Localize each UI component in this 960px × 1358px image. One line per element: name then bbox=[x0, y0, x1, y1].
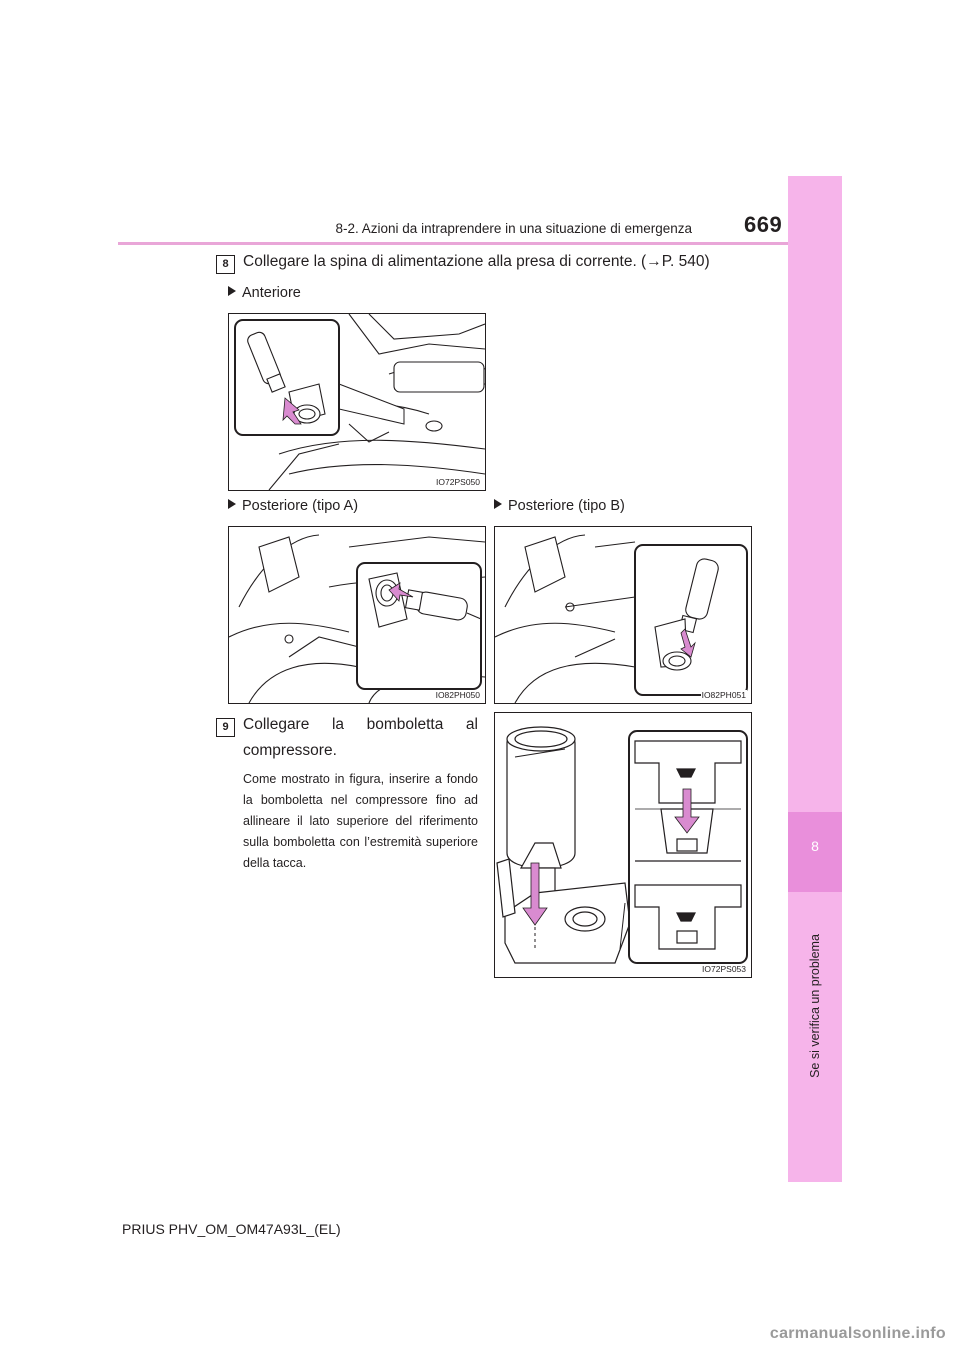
bullet-front-label: Anteriore bbox=[242, 285, 301, 301]
figure-rear-type-a bbox=[228, 526, 486, 704]
rear-a-illustration bbox=[229, 527, 485, 703]
figure-front-socket bbox=[228, 313, 486, 491]
watermark: carmanualsonline.info bbox=[769, 1325, 946, 1342]
document-code: PRIUS PHV_OM_OM47A93L_(EL) bbox=[122, 1221, 341, 1237]
figure-code: IO82PH050 bbox=[435, 690, 480, 700]
figure-rear-type-b bbox=[494, 526, 752, 704]
rear-b-illustration bbox=[495, 527, 751, 703]
figure-code: IO72PS053 bbox=[702, 964, 746, 974]
step-8-instruction: Collegare la spina di alimentazione alla presa di corrente. (→P. 540) bbox=[243, 253, 710, 270]
bullet-triangle-icon bbox=[228, 286, 236, 296]
figure-bottle-compressor bbox=[494, 712, 752, 978]
step-badge-9: 9 bbox=[216, 718, 235, 737]
section-title: 8-2. Azioni da intraprendere in una situazione di emergenza bbox=[335, 221, 692, 236]
chapter-title: Se si verifica un problema bbox=[808, 934, 822, 1078]
step-9-instruction: Collegare la bomboletta al compressore. bbox=[243, 716, 478, 759]
step-9-detail: Come mostrato in figura, inserire a fondo la bomboletta nel compressore fino ad allineare il lato superiore del riferimento sulla bomboletta con l’estremità superiore della tacca. bbox=[243, 772, 478, 870]
bullet-rear-type-a bbox=[228, 498, 358, 514]
page-number: 669 bbox=[744, 212, 783, 237]
figure-code: IO72PS050 bbox=[436, 477, 480, 487]
chapter-number: 8 bbox=[811, 838, 819, 854]
bullet-rear-type-a-label: Posteriore (tipo A) bbox=[242, 498, 359, 514]
bullet-rear-type-b bbox=[494, 498, 625, 514]
figure-code: IO82PH051 bbox=[701, 690, 746, 700]
bullet-triangle-icon bbox=[228, 499, 236, 509]
bottle-compressor-illustration bbox=[495, 713, 751, 977]
front-socket-illustration bbox=[229, 314, 485, 490]
step-badge-8: 8 bbox=[216, 255, 235, 274]
bullet-rear-type-b-label: Posteriore (tipo B) bbox=[508, 498, 625, 514]
header-rule bbox=[118, 242, 788, 245]
bullet-triangle-icon bbox=[494, 499, 502, 509]
bullet-front bbox=[228, 285, 301, 301]
